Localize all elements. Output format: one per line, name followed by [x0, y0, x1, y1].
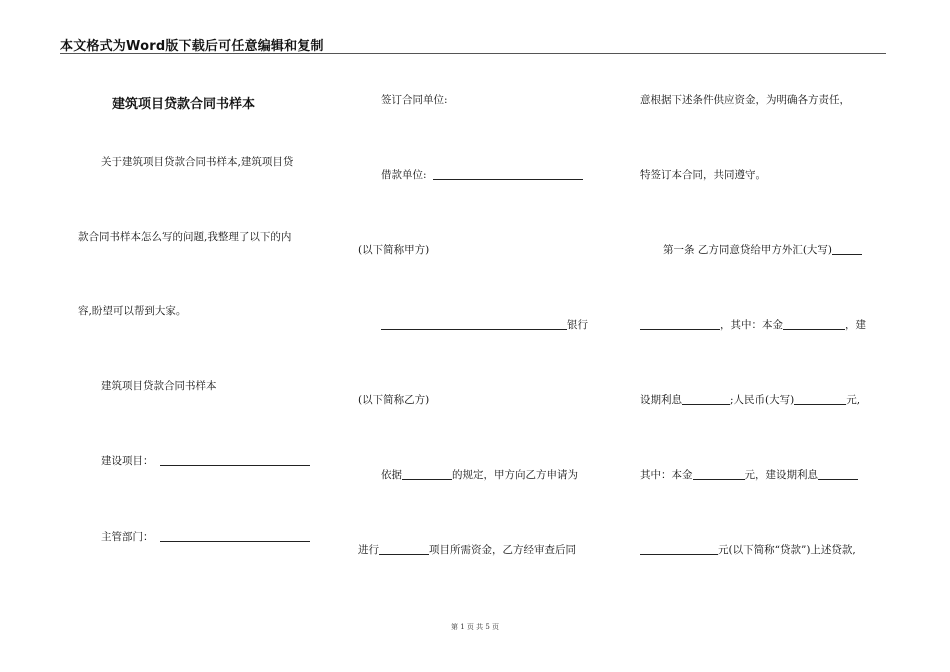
- borrower-label: 借款单位:: [381, 169, 427, 181]
- amount-blank: [640, 318, 720, 330]
- borrower-blank: [433, 168, 583, 180]
- basis-blank: [402, 468, 452, 480]
- party-a-note: (以下简称甲方): [358, 244, 430, 256]
- document-header: [60, 35, 886, 54]
- interest-blank: [682, 393, 730, 405]
- dept-label: 主管部门：: [101, 531, 154, 543]
- header-banner: 本文格式为Word版下载后可任意编辑和复制: [60, 39, 324, 54]
- dept-field: [101, 530, 310, 544]
- col3-line-1: 意根据下述条件供应资金，为明确各方责任，: [640, 94, 850, 106]
- yuan-text: 元,: [846, 394, 861, 406]
- carry-line: [358, 543, 576, 557]
- project-field: [101, 454, 310, 468]
- intro-line-3: 容,盼望可以帮到大家。: [78, 305, 187, 317]
- interest-line: [640, 393, 860, 407]
- bank-blank: [381, 318, 567, 330]
- principal-end: ，建: [845, 319, 866, 331]
- signing-units-label: 签订合同单位:: [381, 94, 448, 106]
- principal-line: [640, 318, 866, 332]
- carry-suffix: 项目所需资金，乙方经审查后同: [429, 544, 576, 556]
- among-prefix: 其中：本金: [640, 469, 693, 481]
- loan-end: 元(以下简称“贷款”)上述贷款,: [718, 544, 856, 556]
- page-footer: 第 1 页 共 5 页: [450, 623, 500, 631]
- dept-blank: [160, 530, 310, 542]
- principal-mid: ，其中：本金: [720, 319, 783, 331]
- principal-blank: [783, 318, 845, 330]
- loan-blank: [640, 543, 718, 555]
- bank-label: 银行: [567, 319, 588, 331]
- bank-field: [381, 318, 588, 332]
- interest-prefix: 设期利息: [640, 394, 682, 406]
- article-1-line: [663, 243, 862, 257]
- rmb-blank: [794, 393, 846, 405]
- party-b-note: (以下简称乙方): [358, 394, 430, 406]
- basis-prefix: 依据: [381, 469, 402, 481]
- carry-prefix: 进行: [358, 544, 379, 556]
- borrower-field: [381, 168, 583, 182]
- among-interest-blank: [818, 468, 858, 480]
- intro-line-1: 关于建筑项目贷款合同书样本,建筑项目贷: [101, 156, 294, 168]
- intro-line-2: 款合同书样本怎么写的问题,我整理了以下的内: [78, 231, 292, 243]
- carry-blank: [379, 543, 429, 555]
- basis-line: [381, 468, 578, 482]
- article-1-text: 第一条 乙方同意贷给甲方外汇(大写): [663, 244, 833, 256]
- among-principal-blank: [693, 468, 745, 480]
- col3-line-2: 特签订本合同，共同遵守。: [640, 169, 766, 181]
- foreign-currency-blank: [832, 243, 862, 255]
- basis-suffix: 的规定，甲方向乙方申请为: [452, 469, 578, 481]
- project-blank: [160, 454, 310, 466]
- among-mid: 元，建设期利息: [744, 469, 818, 481]
- rmb-text: ;人民币(大写): [730, 394, 795, 406]
- loan-line: [640, 543, 856, 557]
- section-subheading: 建筑项目贷款合同书样本: [101, 380, 217, 392]
- document-title: 建筑项目贷款合同书样本: [112, 97, 256, 112]
- project-label: 建设项目：: [101, 455, 154, 467]
- among-line: [640, 468, 858, 482]
